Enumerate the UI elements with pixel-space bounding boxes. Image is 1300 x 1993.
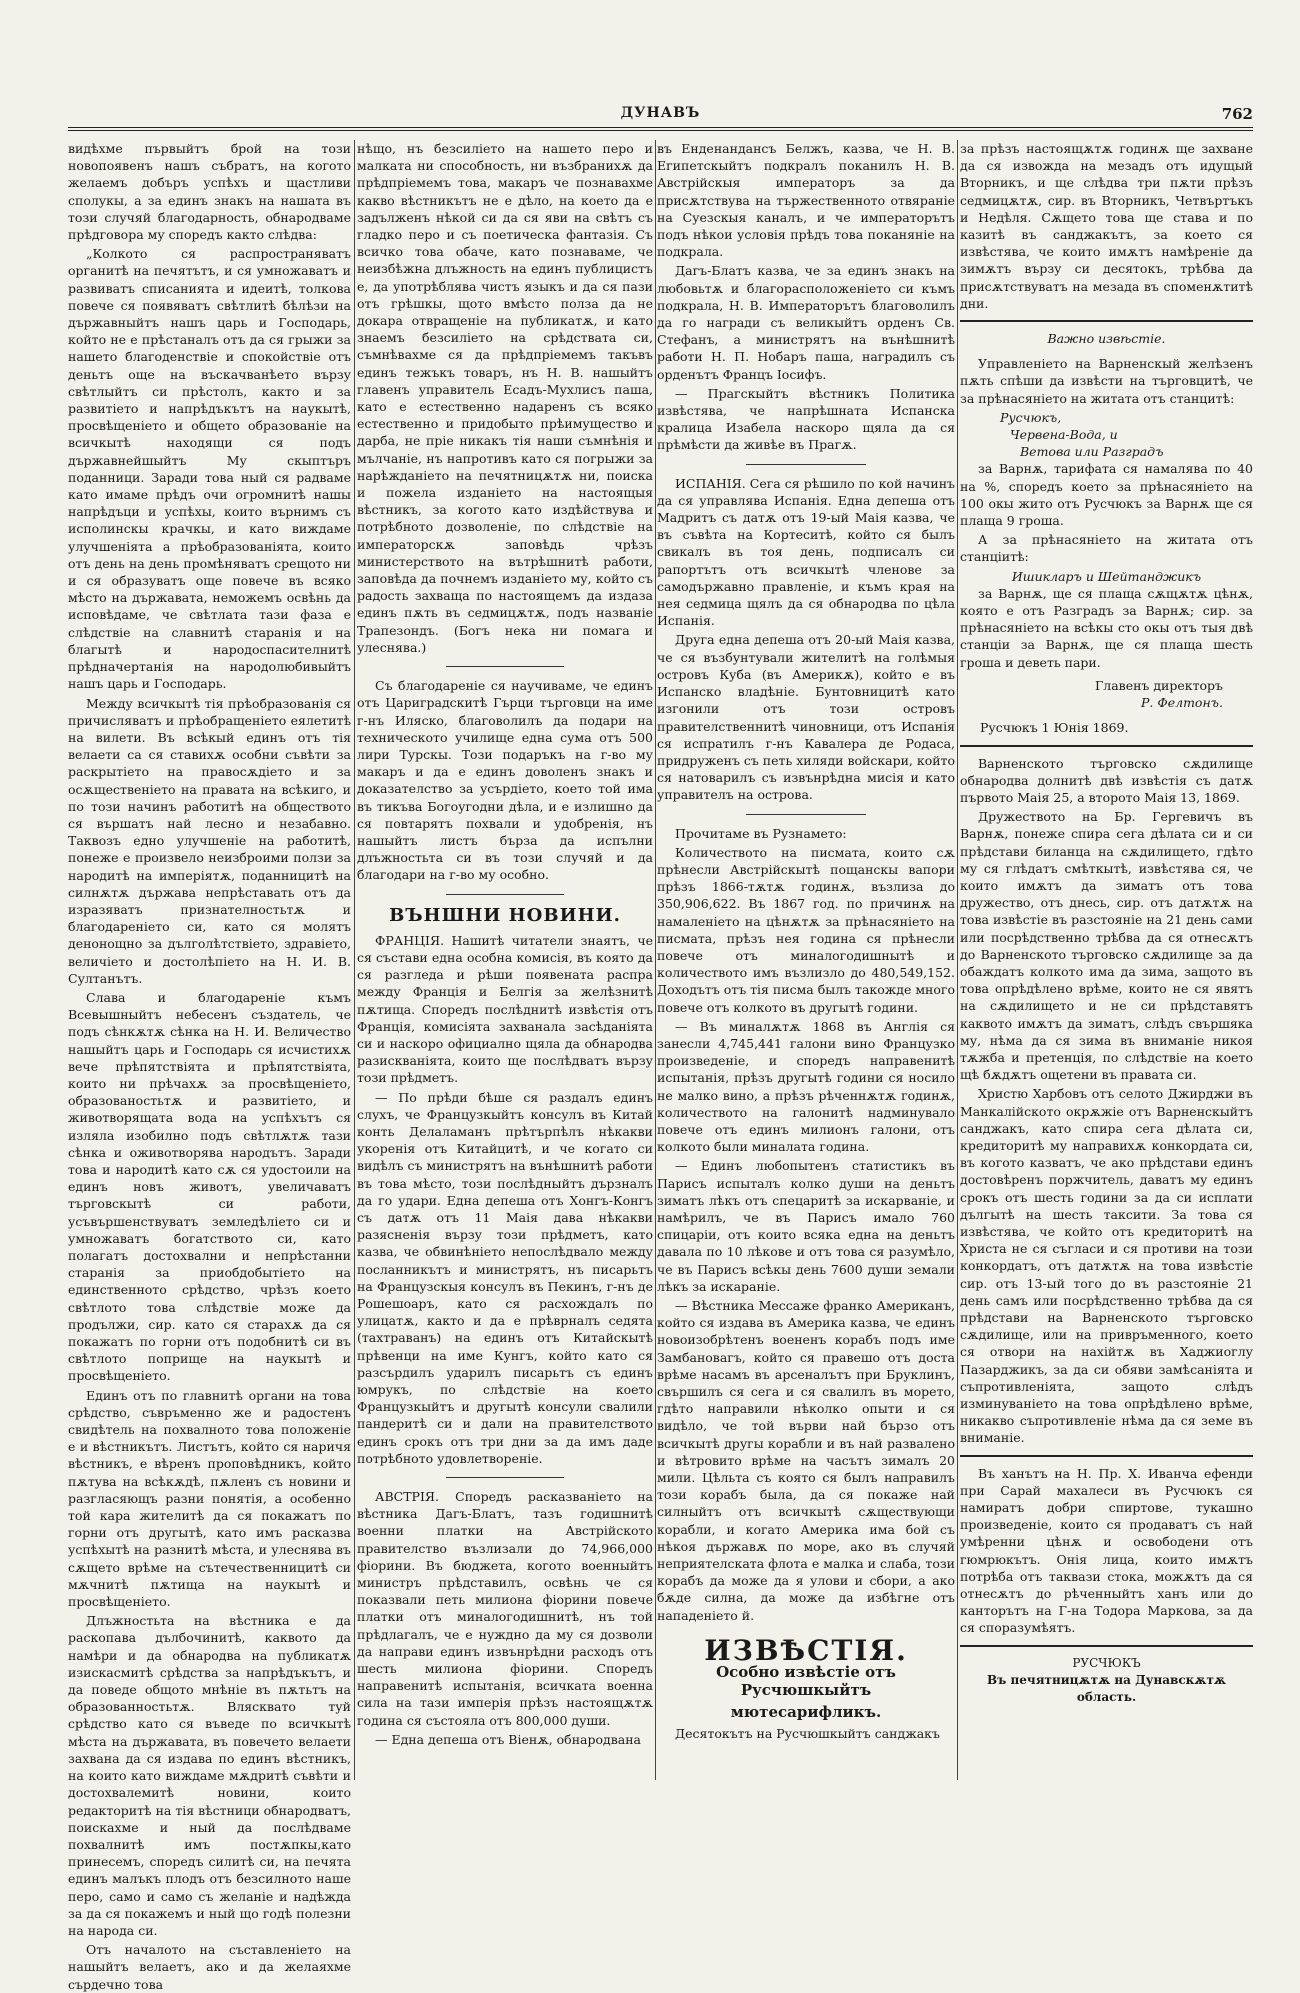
column-1 — [68, 140, 351, 1992]
article-paragraph: Въ ханътъ на Н. Пр. Х. Иванча ефенди при Сарай махалеси въ Русчюкъ ся намиратъ добри спиртове, тукашно произведеніе, които ся продаватъ съ най умѣренни цѣнѫ и освободени отъ гюмрюкътъ. Онія лица, които имѫтъ потрѣба отъ таквази стока, можѫтъ да ся отнесѫтъ до рѣченныйтъ ханъ или до канторътъ на Г-на Тодора Маркова, за да ся споразумѣятъ. — [960, 1465, 1253, 1636]
signature-name: Р. Фелтонъ. — [1140, 695, 1223, 711]
page-header — [68, 105, 1253, 135]
article-paragraph: Десятокътъ на Русчюшкыйтъ санджакъ — [675, 1726, 940, 1742]
article-paragraph: Варненското търговско сѫдилище обнародва долнитѣ двѣ извѣстія съ датѫ първото Маія 25, а второто Маія 13, 1869. — [960, 755, 1253, 805]
article-paragraph: Слава и благодареніе къмъ Всевышныйтъ небесенъ създатель, че подъ сѣнкѫтѫ сѣнка на Н. И. Величество нашыйтъ царь и Господарь ся исчистихѫ вече прѣпятствіята и прѣпятствіята, които ни прѣчахѫ за просвѣщеніето, образованостьтѫ и развитіето, и животворящата вода на успѣхътъ ся изляла изобилно подъ свѣтлѫтѫ тази сѣнка и оживотворява народътъ. Заради това и народитѣ като сѫ ся удостоили на единъ новъ животъ, увеличаватъ търговскытѣ си работи, усъвършенствуватъ земледѣліето си и умножаватъ богатството си, като полагатъ достохвални и непрѣстанни старанія за приобдобытіето на единственното срѣдство, чрѣзъ което свѣтлото това слѣдствіе може да продължи, сир. като ся старахѫ да ся покажатъ по горни отъ подобнитѣ си въ свѣтлото поприще на наукытѣ и просвѣщеніето. — [68, 989, 351, 1384]
article-paragraph: видѣхме първыйтъ брой на този новопоявенъ нашъ събратъ, на когото желаемъ добъръ успѣхъ и щастливи сполукы, а за единъ знакъ на нашата въ този случяй благодарность, обнародваме прѣдговора му споредъ както слѣдва: — [68, 141, 351, 243]
header-rule — [68, 127, 1253, 131]
article-paragraph: Отъ началото на съставленіето на нашыйтъ велаетъ, ако и да желаяхме сърдечно това — [68, 1942, 351, 1992]
article-paragraph: А за прѣнасяніето на житата отъ станціитѣ: — [960, 532, 1253, 565]
separator-line — [446, 1477, 564, 1478]
station-name: Русчюкъ, — [1000, 409, 1062, 425]
separator-line — [960, 745, 1253, 747]
article-paragraph: нѣщо, нъ безсиліето на нашето перо и малката ни способность, ни възбранихѫ да прѣдпріемемъ това, макаръ че познавахме какво вѣстникътъ не е дѣло, на което да е задълженъ нѣкой си да ся яви на свѣтъ съ гладко перо и съ поетическа фантазія. Съ всичко това обаче, като познаваме, че неизбѣжна длъжность на единъ публицистъ е, да употрѣблява чистъ языкъ и да ся пази отъ грѣшкы, щото вмѣсто полза да не докара отвращеніе на публикатѫ, и като знаемъ безсиліето на срѣдствата си, съмнѣвахме ся да прѣдпріемемъ такъвъ единъ тежъкъ товаръ, нъ Н. В. нашыйтъ главенъ управитель Есадъ-Мухлисъ паша, като е естественно надаренъ съ всяко естественно и придобыто прѣимущество и дарба, не пріе никакъ тія наши съмнѣнія и мълчаніе, нъ напротивъ като ся погрыжи за нарѣжданіето на печятницѫтѫ ни, поиска и пожела изданіето на настоящыя вѣстникъ, за когото като издѣйствува и потрѣбното дозволеніе, по слѣдствіе на императорскѫ заповѣдь чрѣзъ министерството на вътрѣшнитѣ работи, заповѣда да почнемъ изданіето му, който съ радость захваща по настоящемъ да издаза единъ пѫть въ седмицѫтѫ, подъ названіе Трапезондъ. (Богъ нека ни помага и улеснява.) — [357, 141, 653, 655]
article-paragraph: за прѣзъ настоящѫтѫ годинѫ ще захване да ся извожда на мезадъ отъ идущый Вторникъ, и ще слѣдва три пѫти прѣзъ седмицѫтѫ, сир. въ Вторникъ, Четвъртъкъ и Недѣля. Сѫщето това ще става и по казитѣ въ санджакътъ, за което ся извѣстява, че които имѫтъ намѣреніе да зимѫтъ вързу си десятокъ, трѣбва да присѫтствуватъ на мезада въ споменѫтитѣ дни. — [960, 141, 1253, 311]
notices-heading: ИЗВѢСТІЯ. — [704, 1633, 908, 1667]
separator-line — [446, 894, 564, 895]
signature-title: Главенъ директоръ — [1095, 677, 1223, 693]
article-paragraph: за Варнѫ, тарифата ся намалява по 40 на %, споредъ което за прѣнасяніето на 100 окы жито отъ Русчюкъ за Варнѫ ще ся плаща 9 гроша. — [960, 461, 1253, 529]
article-paragraph: Количеството на писмата, които сѫ прѣнесли Австрійскытѣ пощанскы вапори прѣзъ 1866-тѫтѫ годинѫ, възлиза до 350,906,622. Въ 1867 год. по причинѫ на намаленіето на цѣнѫтѫ за прѣнасяніето на писмата, прѣзъ нея година ся прѣнесли повече отъ миналогодишнытѣ и количеството имъ възлизло до 480,549,152. Доходътъ отъ тія писма былъ такожде много повече отъ колкото въ другытѣ години. — [657, 844, 955, 1015]
article-paragraph: АВСТРІЯ. Споредъ расказваніето на вѣстника Дагъ-Блатъ, тазъ годишнитѣ военни платки на Австрійското правителство възлизали до 74,966,000 фіорини. Въ бюджета, когото военныйтъ министръ прѣдставилъ, освѣнь че ся показвали петь милиона фіорини повече платки отъ миналогодишнитѣ, нъ той прѣдлагалъ, че е нуждно да му ся дозволи да направи единъ извънрѣдни расходъ отъ шесть милиона фіорини. Споредъ направенитѣ испытанія, всичката военна сила на тази имперія прѣзъ настоящѫтѫ година ся състояла отъ 800,000 души. — [357, 1489, 653, 1728]
article-paragraph: — Въ миналѫтѫ 1868 въ Англія ся занесли 4,745,441 галони вино Французко произведеніе, и споредъ направенитѣ испытанія, прѣзъ другытѣ години ся носило не малко вино, а прѣзъ рѣченнѫтѫ годинѫ, количеството на галонитѣ надминувало повече отъ единъ милионъ галони, отъ колкото были миналата година. — [657, 1018, 955, 1155]
column-divider — [655, 140, 656, 1780]
separator-line — [960, 320, 1253, 322]
separator-line — [960, 1455, 1253, 1457]
column-divider — [957, 140, 958, 1780]
separator-line — [960, 1645, 1253, 1647]
separator-line — [746, 464, 865, 465]
article-paragraph: въ Енденандансъ Белжъ, казва, че Н. В. Египетскыйтъ подкралъ поканилъ Н. В. Австрійскыя императоръ за да присѫтствува на тържественното отвяраніе на Суезскыя каналъ, и че императорътъ подъ нѣкои условія прѣдъ това поканяніе на подкрала. — [657, 141, 955, 260]
article-paragraph: — Една депеша отъ Віенѫ, обнародвана — [375, 1731, 641, 1747]
article-paragraph: — Единъ любопытенъ статистикъ въ Парисъ испыталъ колко души на деньтъ зиматъ лѣкъ отъ спецаритѣ за искарваніе, и намѣрилъ, че въ Парисъ имало 760 спицаріи, отъ които всяка една на деньтъ давала по 10 лѣкове и отъ това ся разумѣло, че въ Парисъ всѣкы день 7600 души земали лѣкъ за искараніе. — [657, 1158, 955, 1294]
article-paragraph: Длъжностьта на вѣстника е да раскопава дълбочинитѣ, каквото да намѣри и да обнародва на публикатѫ изискасмитѣ срѣдства за напрѣдъкътъ, и да поведе общото мнѣніе въ пѫтьтъ на образованностьтѫ. Влясквато туй срѣдство като ся въведе по всичкытѣ мѣста на държавата, въ повечето велаети захвана да ся издава по единъ вѣстникъ, на които като виждаме мѫдритѣ съвѣти и достохвалемитѣ новини, които редакторитѣ на тія вѣстници обнародватъ, поискахме и ный да послѣдваме похвалнитѣ имъ постѫпкы,като принесемъ, споредъ силитѣ си, на печята единъ малъкъ плодъ отъ безсилното наше перо, само и само съ желаніе и надѣжда за да ся покажемъ и ный що годѣ полезни на народа си. — [68, 1613, 351, 1938]
separator-line — [446, 666, 564, 667]
article-paragraph: Христю Харбовъ отъ селото Джирджи въ Манкалійското окрѫжіе отъ Варненскыйтъ санджакъ, като спира сега дѣлата си, кредиторитѣ му направихѫ конкордата си, въ когото казватъ, че ако прѣдстави единъ достовѣренъ поржчитель, даватъ му единъ срокъ отъ шесть години за да си исплати дългытѣ на шесть таксити. За това ся извѣстява, че който отъ кредиторитѣ на Христа не ся съгласи и ся противи на този конкордатъ, отъ датѫтѫ на това извѣстіе сир. отъ 13-ый того до въ разстояніе 21 день самъ или посрѣдственно трѣбва да ся прѣдстави на Варненското търговско сѫдилище, или на привръменного, което ся отвори на нахійтѫ въ Хаджиоглу Пазарджикъ, за да си обяви замѣсаніята и съпротивленіята, защото слѣдъ изминуваніето на това опрѣдѣлено врѣме, никакво съпротивленіе нѣма да ся земе въ вниманіе. — [960, 1086, 1253, 1446]
article-paragraph: Единъ отъ по главнитѣ органи на това срѣдство, съвръменно же и радостенъ свидѣтель на похвалното това положеніе е и вѣстникътъ. Листътъ, който ся наричя вѣстникъ, е вѣренъ проповѣдникъ, който пѫтува на всѣкѫдѣ, пѫленъ съ новини и разгласяющъ разни понятія, а особенно той кара жителитѣ да ся покажатъ по горни отъ другытѣ, като имъ расказва успѣхытѣ на разнитѣ мѣста, и улеснява въ сѫщето врѣме на сътечественницитѣ си мѫчнитѣ пѫтища на наукытѣ и просвѣщеніето. — [68, 1387, 351, 1610]
article-paragraph: Дружеството на Бр. Гергевичъ въ Варнѫ, понеже спира сега дѣлата си и си прѣдстави биланца на сѫдилището, гдѣто му ся глѣдатъ смѣткытѣ, извѣстява ся, че които имѫтъ да зиматъ отъ това дружество, отъ днесь, сир. отъ датѫтѫ на това извѣстіе въ разстояніе на 21 день сами или посрѣдственно трѣбва да ся отнесѫтъ до Варненското търговско сѫдилище за да обаждатъ колкото има да зима, защото въ това опрѣдѣлено врѣме, които не ся явятъ на сѫдилището и не си прѣдставятъ каквото имѫтъ да зиматъ, слѣдъ свършяка му, нѣма да ся зима въ вниманіе никоя тѫжба и претенція, по слѣдствіе на което щѣ бѫдѫтъ ощетени въ правата си. — [960, 809, 1253, 1083]
notices-subheading: Особно извѣстіе отъ Русчюшкыйтъ — [716, 1663, 896, 1700]
article-paragraph: Съ благодареніе ся научиваме, че единъ отъ Цариградскитѣ Гърци търговци на име г-нъ Иляско, благоволилъ да подари на техническото училище една сума отъ 500 лири Турскы. Този подаръкъ на г-во му макаръ и да е единъ доволенъ знакъ и доказателство за усърдіето, което той има въ тикъва Богоугодни дѣла, и е излишно да ся повтарятъ похвали и удобренія, нъ нашыйтъ листъ бърза да испълни длъжностьта си въ този случяй и да благодари на г-во му особно. — [357, 678, 653, 883]
column-4 — [960, 140, 1253, 1780]
column-2 — [357, 140, 653, 1780]
notices-subheading: мютесарифликъ. — [730, 1703, 882, 1722]
imprint-printer: Въ печятницѫтѫ на Дунавскѫтѫ область. — [986, 1672, 1227, 1705]
important-notice-heading: Важно извѣстіе. — [1047, 331, 1166, 347]
article-paragraph: Друга една депеша отъ 20-ый Маія казва, че ся възбунтували жителитѣ на голѣмыя островъ Куба (въ Америкѫ), който е въ Испанско владѣніе. Бунтовницитѣ като изгонили отъ този островъ правителственнитѣ чиновници, отъ Испанія ся испратилъ г-нъ Кавалера де Родаса, придруженъ съ петь хиляди войскари, който ся натоварилъ съ извънрѣдна мисія и като управителъ на острова. — [657, 632, 955, 803]
page-number: 762 — [1221, 105, 1253, 123]
dateline: Русчюкъ 1 Юнія 1869. — [980, 720, 1129, 736]
station-name: Червена-Вода, и — [1010, 427, 1118, 443]
column-divider — [354, 140, 355, 1780]
separator-line — [746, 814, 865, 815]
article-paragraph: — Прагскыйтъ вѣстникъ Политика извѣстява, че напрѣшната Испанска кралица Изабела наскоро щяла да ся прѣмѣсти да живѣе въ Прагѫ. — [657, 385, 955, 453]
section-heading: ВЪНШНИ НОВИНИ. — [389, 904, 621, 926]
article-paragraph: Управленіето на Варненскый желѣзенъ пѫть спѣши да извѣсти на търговцитѣ, че за прѣнасяніето на житата отъ станцитѣ: — [960, 356, 1253, 406]
article-paragraph: — По прѣди бѣше ся раздалъ единъ слухъ, че Французкыйтъ консулъ въ Китай конть Делаламанъ прѣтърпѣлъ нѣкакви укоренія отъ Китайцитѣ, и че когато си видѣлъ съ министрятъ на вънѣшнитѣ работи въ това мѣсто, този послѣдныйтъ дързналъ да го удари. Една депеша отъ Хонгъ-Конгъ съ датѫ отъ 11 Маія дава нѣкакви разясненія вързу този прѣдметъ, като казва, че обвинѣніето непослѣдвало между посланникътъ и министрятъ, нъ писарьтъ на Французскыя консулъ въ Пекинъ, г-нъ де Рошешоаръ, като ся расхождалъ по улицатѫ, както и да е прѣврналъ седята (тахтраванъ) на единъ отъ Китайскытѣ прѣвенци на име Кунгъ, който като ся разсърдилъ ударилъ писарьтъ съ единъ юмрукъ, по слѣдствіе на което Французкыйтъ и другытѣ консули свалили пандеритѣ си и дали на правителството единъ срокъ отъ три дни за да имъ даде потрѣбното удовлетвореніе. — [357, 1089, 653, 1466]
article-paragraph: ФРАНЦІЯ. Нашитѣ читатели знаятъ, че ся състави една особна комисія, въ която да ся разгледа и рѣши появената распра между Франція и Белгія за желѣзнитѣ пѫтища. Споредъ послѣднитѣ извѣстія отъ Франція, комисіята захванала засѣданіята си и наскоро официално щяла да обнародва разискваніята, които ще послѣдватъ вързу този прѣдметъ. — [357, 932, 653, 1086]
station-name: Ишикларъ и Шейтанджикъ — [1011, 568, 1202, 584]
imprint-city: РУСЧЮКЪ — [1072, 1655, 1141, 1670]
article-paragraph: Дагъ-Блатъ казва, че за единъ знакъ на любовьтѫ и благорасположеніето си къмъ подкрала, Н. В. Императорътъ благоволилъ да го награди съ великыйтъ орденъ Св. Стефанъ, а министрятъ на вънѣшнитѣ работи Н. П. Нобаръ паша, наградилъ съ орденътъ Францъ Іосифъ. — [657, 263, 955, 382]
article-paragraph: ИСПАНІЯ. Сега ся рѣшило по кой начинъ да ся управлява Испанія. Една депеша отъ Мадритъ съ датѫ отъ 19-ый Маія казва, че въ съвѣта на Кортеситѣ, който ся былъ свикалъ въ тоя день, подписалъ си рапортътъ отъ всичкытѣ членове за самодържавно правленіе, и къмъ края на нея седмица щялъ да ся обнародва по цѣла Испанія. — [657, 475, 955, 629]
article-paragraph: — Вѣстника Мессаже франко Американъ, който ся издава въ Америка казва, че единъ новоизобрѣтенъ воененъ корабъ подъ име Замбановагъ, който ся правешо отъ доста врѣме насамъ въ арсеналътъ при Бруклинъ, свършилъ ся сега и ся свалилъ въ морето, гдѣто направили нѣколко опыти и ся видѣло, че той върви най бързо отъ всичкытѣ другы корабли и въ най развалено и вѣтровито врѣме на часътъ зималъ 20 мили. Цѣльта съ която ся былъ направилъ този корабъ была, да ся покаже най силныйтъ отъ всичкытѣ сѫществующи корабли, и когато Америка има бой съ нѣкоя държавѫ по море, ако въ случяй неприятелската флота е малка и слаба, този корабъ да може да я улови и сбори, а ако бѫде силна, да може да избѣгне отъ нападеніето й. — [657, 1298, 955, 1623]
newspaper-title: ДУНАВЪ — [620, 105, 701, 121]
article-paragraph: Прочитаме въ Рузнамето: — [675, 825, 847, 841]
article-paragraph: за Варнѫ, ще ся плаща сѫщѫтѫ цѣнѫ, която е отъ Разградъ за Варнѫ; сир. за прѣнасяніето на всѣкы сто окы отъ тыя двѣ станціи за Варнѫ, ще ся плаща шесть гроша и деветь пари. — [960, 585, 1253, 670]
article-paragraph: Между всичкытѣ тія прѣобразованія ся причисляватъ и прѣобращеніето еялетитѣ на вилети. Въ всѣкый единъ отъ тія велаети са ся ставихѫ особни съвѣти за раскрытіето на правосѫдіето и за осѫщественіето на правата на всѣкиго, и по този начинъ работитѣ на обществото ся вършатъ най лесно и незабавно. Таквозъ едно улучшеніе на работитѣ, понеже е произвело неизброими ползи за народитѣ на имперіятѫ, поданницитѣ на силнѫтѫ държава непрѣставать отъ да изразяватъ признателностьтѫ и благодареніето си, като ся молятъ денонощно за дълголѣтствіето, здравіето, величіето и достолѣпіето на Н. И. В. Султанътъ. — [68, 695, 351, 986]
column-3 — [657, 140, 955, 1780]
station-name: Ветова или Разградъ — [1020, 444, 1164, 460]
article-paragraph: „Колкото ся распространяватъ органитѣ на печятътъ, и ся умножаватъ и развиватъ списанията и идеитѣ, толкова повече ся появяватъ свѣтлитѣ бѣлѣзи на държавныйтъ нашъ царь и Господарь, който не е прѣстаналъ отъ да ся грыжи за нашето благоденствіе и спокойствіе отъ деньтъ още на въскачванѣето вързу свѣтлыйтъ си прѣстолъ, както и за развитіето и напрѣдъкътъ на наукытѣ, просвѣщеніето и общето образованіе на всичкытѣ находящи ся подъ държавнейшыйтъ Му скыптъръ поданници. Заради това ный ся радваме като имаме прѣдъ очи огромнитѣ нашы напрѣдъци и успѣхы, които върнимъ съ исполинскы крачкы, и като виждаме улучшеніята а прѣобразованіята, които отъ день на день промѣняватъ срещото ни и ся образуватъ още повече въ всяко мѣсто на държавата, неможемъ освѣнь да исповѣдаме, че свѣтлата тази фаза е слѣдствіе на славнитѣ старанія и на благытѣ и народоспасителнитѣ прѣдначертанія на народолюбивыйтъ нашъ царь и Господарь. — [68, 246, 351, 692]
